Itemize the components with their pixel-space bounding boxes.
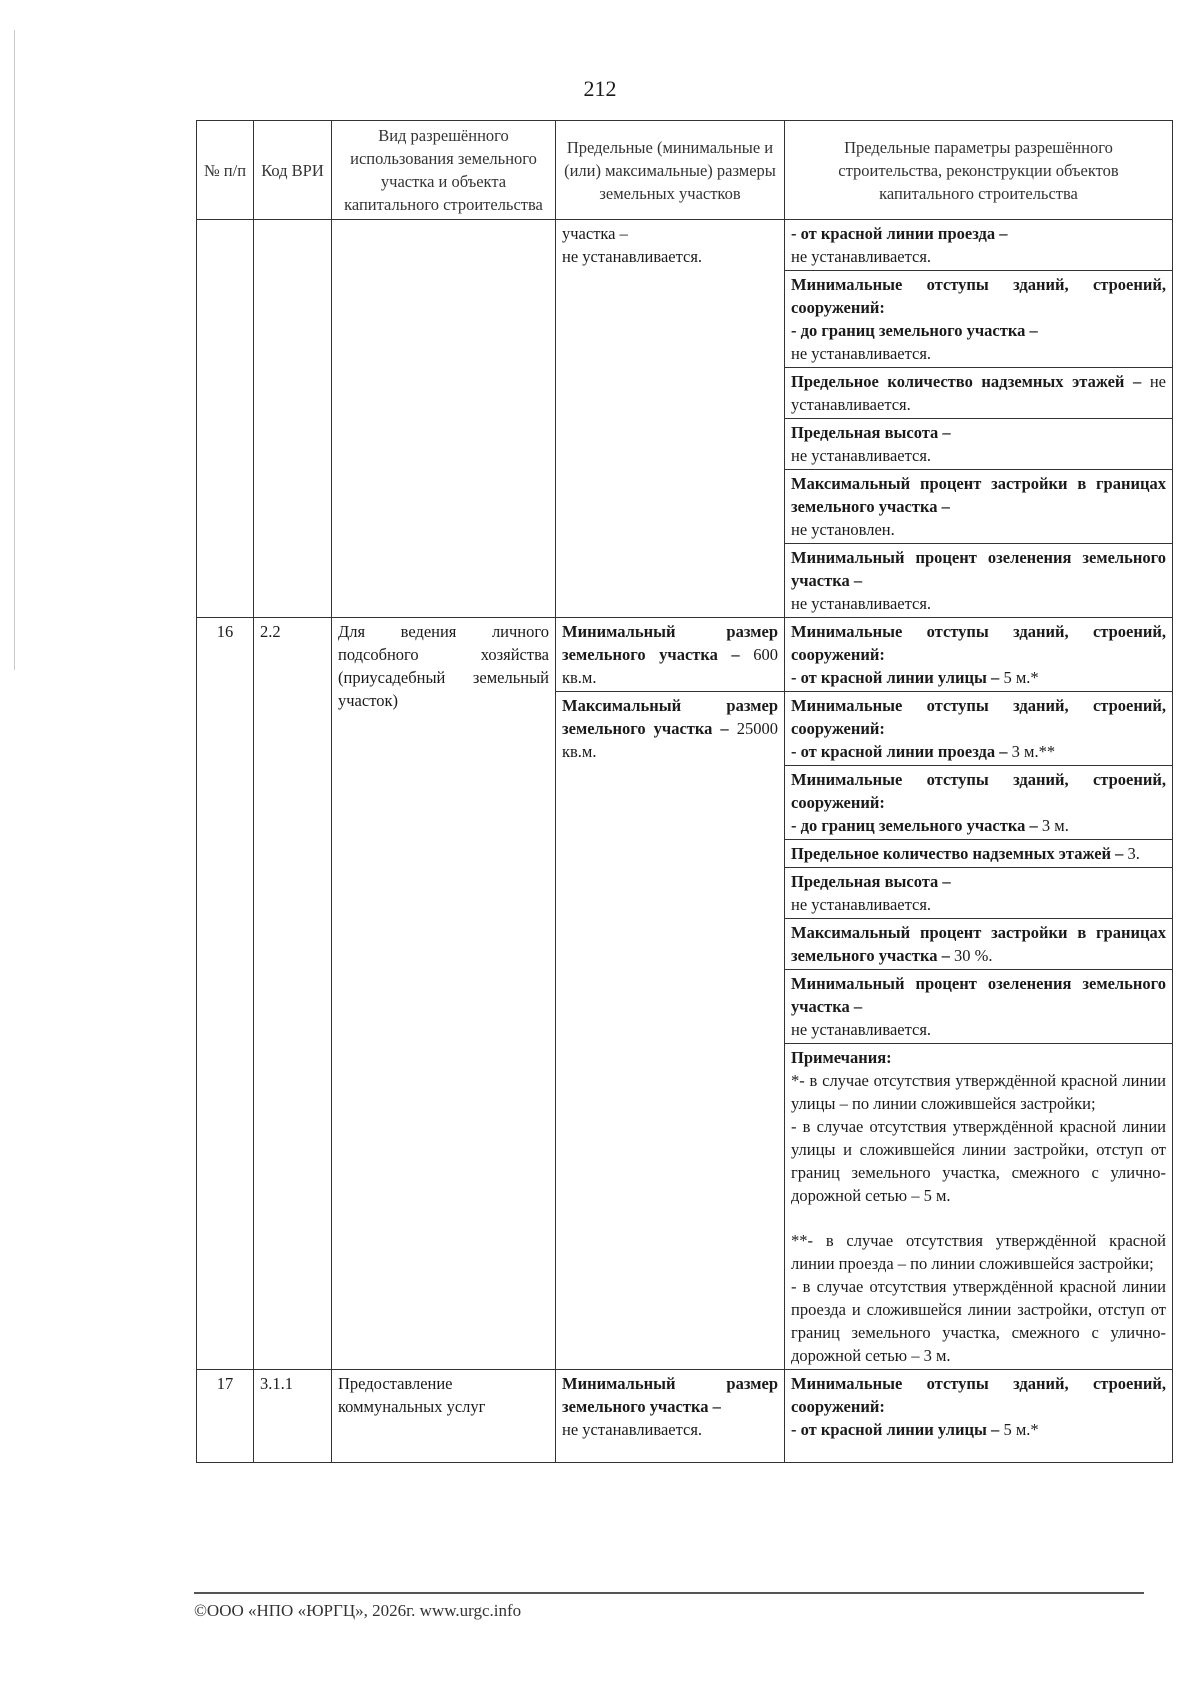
row16-note-3: **- в случае отсутствия утверждённой красной линии проезда – по линии сложившейся застройки; <box>791 1231 1166 1273</box>
cont-p5-label: Максимальный процент застройки в границах земельного участка – <box>791 474 1166 516</box>
cont-p6-value: не устанавливается. <box>791 594 932 613</box>
row16-note-4: - в случае отсутствия утверждённой красной линии проезда и сложившейся линии застройки, отступ от границ земельного участка, смежного с улично-дорожной сетью – 3 м. <box>791 1277 1166 1365</box>
cont-size-tail: участка – <box>562 224 628 243</box>
row16-p7-label: Минимальный процент озеленения земельного участка – <box>791 974 1166 1016</box>
row16-size-min <box>556 618 785 692</box>
row17-size <box>556 1370 785 1463</box>
row16-kind: Для ведения личного подсобного хозяйства (приусадебный земельный участок) <box>332 618 556 1370</box>
cont-p2-label: Минимальные отступы зданий, строений, сооружений: <box>791 275 1166 317</box>
footer-rule <box>194 1592 1144 1594</box>
row16-p4-value: 3. <box>1123 844 1140 863</box>
row17-num: 17 <box>197 1370 254 1463</box>
row16-size-max <box>556 692 785 1370</box>
cont-p1-value: не устанавливается. <box>791 247 932 266</box>
cont-param-4 <box>785 419 1173 470</box>
cont-p5-value: не установлен. <box>791 520 895 539</box>
row16-size-max-value: 25000 кв.м. <box>562 719 778 761</box>
table-header-row <box>197 121 1173 220</box>
row17-size-label: Минимальный размер земельного участка – <box>562 1374 778 1416</box>
row16-p2-label: Минимальные отступы зданий, строений, сооружений: <box>791 696 1166 738</box>
regulations-table <box>196 120 1173 1463</box>
row17-kind: Предоставление коммунальных услуг <box>332 1370 556 1463</box>
row16-p5-label: Предельная высота – <box>791 872 951 891</box>
row16-p1-value: 5 м.* <box>999 668 1039 687</box>
cont-p4-value: не устанавливается. <box>791 446 932 465</box>
margin-line <box>14 30 15 670</box>
cont-size-tail-value: не устанавливается. <box>562 247 703 266</box>
row16-num: 16 <box>197 618 254 1370</box>
row17-code: 3.1.1 <box>254 1370 332 1463</box>
cont-size-cell <box>556 220 785 618</box>
row17-p1-value: 5 м.* <box>999 1420 1039 1439</box>
page-number: 212 <box>583 76 617 101</box>
cont-kind-cell <box>332 220 556 618</box>
row16-p2-sub: - от красной линии проезда – <box>791 742 1008 761</box>
header-size: Предельные (минимальные и (или) максимальные) размеры земельных участков <box>556 121 785 220</box>
row16-p6-label: Максимальный процент застройки в границах земельного участка – <box>791 923 1166 965</box>
row16-param-1 <box>785 618 1173 692</box>
cont-param-3 <box>785 368 1173 419</box>
row16-p4-label: Предельное количество надземных этажей – <box>791 844 1124 863</box>
row16-size-min-value: 600 кв.м. <box>562 645 778 687</box>
row16-param-4 <box>785 840 1173 868</box>
row17-size-value: не устанавливается. <box>562 1420 703 1439</box>
row16-size-min-label: Минимальный размер земельного участка – <box>562 622 778 664</box>
cont-param-2 <box>785 271 1173 368</box>
cont-p2-sub: - до границ земельного участка – <box>791 321 1038 340</box>
row16-p3-value: 3 м. <box>1037 816 1069 835</box>
header-kind: Вид разрешённого использования земельного участка и объекта капитального строительства <box>332 121 556 220</box>
row16-size-max-label: Максимальный размер земельного участка – <box>562 696 778 738</box>
cont-p6-label: Минимальный процент озеленения земельного участка – <box>791 548 1166 590</box>
row16-p3-sub: - до границ земельного участка – <box>791 816 1038 835</box>
row16-p5-value: не устанавливается. <box>791 895 932 914</box>
notes-spacer <box>791 1207 1166 1229</box>
row16-p6-value: 30 %. <box>949 946 993 965</box>
table-row <box>197 220 1173 271</box>
cont-p4-label: Предельная высота – <box>791 423 951 442</box>
cont-param-5 <box>785 470 1173 544</box>
footer-copyright: ©ООО «НПО «ЮРГЦ», 2026г. www.urgc.info <box>194 1601 522 1620</box>
row17-p1-label: Минимальные отступы зданий, строений, сооружений: <box>791 1374 1166 1416</box>
header-num: № п/п <box>197 121 254 220</box>
header-code: Код ВРИ <box>254 121 332 220</box>
row16-notes-title: Примечания: <box>791 1048 892 1067</box>
header-params: Предельные параметры разрешённого строительства, реконструкции объектов капитального строительства <box>785 121 1173 220</box>
table-row <box>197 618 1173 692</box>
row16-p7-value: не устанавливается. <box>791 1020 932 1039</box>
cont-p2-value: не устанавливается. <box>791 344 932 363</box>
row16-param-5 <box>785 868 1173 919</box>
row16-p1-sub: - от красной линии улицы – <box>791 668 1000 687</box>
cont-p3-value: не устанавливается. <box>791 372 1166 414</box>
row16-param-7 <box>785 970 1173 1044</box>
table-row <box>197 1370 1173 1463</box>
row16-notes <box>785 1044 1173 1370</box>
cont-code-cell <box>254 220 332 618</box>
row17-p1-sub: - от красной линии улицы – <box>791 1420 1000 1439</box>
cont-param-1 <box>785 220 1173 271</box>
row16-note-1: *- в случае отсутствия утверждённой красной линии улицы – по линии сложившейся застройки; <box>791 1071 1166 1113</box>
row17-param-1 <box>785 1370 1173 1463</box>
cont-p1-label: - от красной линии проезда – <box>791 224 1008 243</box>
cont-param-6 <box>785 544 1173 618</box>
row16-param-3 <box>785 766 1173 840</box>
row16-p1-label: Минимальные отступы зданий, строений, сооружений: <box>791 622 1166 664</box>
row16-p2-value: 3 м.** <box>1007 742 1056 761</box>
row16-note-2: - в случае отсутствия утверждённой красной линии улицы и сложившейся линии застройки, отступ от границ земельного участка, смежного с улично-дорожной сетью – 5 м. <box>791 1117 1166 1205</box>
row16-code: 2.2 <box>254 618 332 1370</box>
row16-p3-label: Минимальные отступы зданий, строений, сооружений: <box>791 770 1166 812</box>
row16-param-6 <box>785 919 1173 970</box>
cont-num-cell <box>197 220 254 618</box>
cont-p3-label: Предельное количество надземных этажей – <box>791 372 1142 391</box>
row16-param-2 <box>785 692 1173 766</box>
